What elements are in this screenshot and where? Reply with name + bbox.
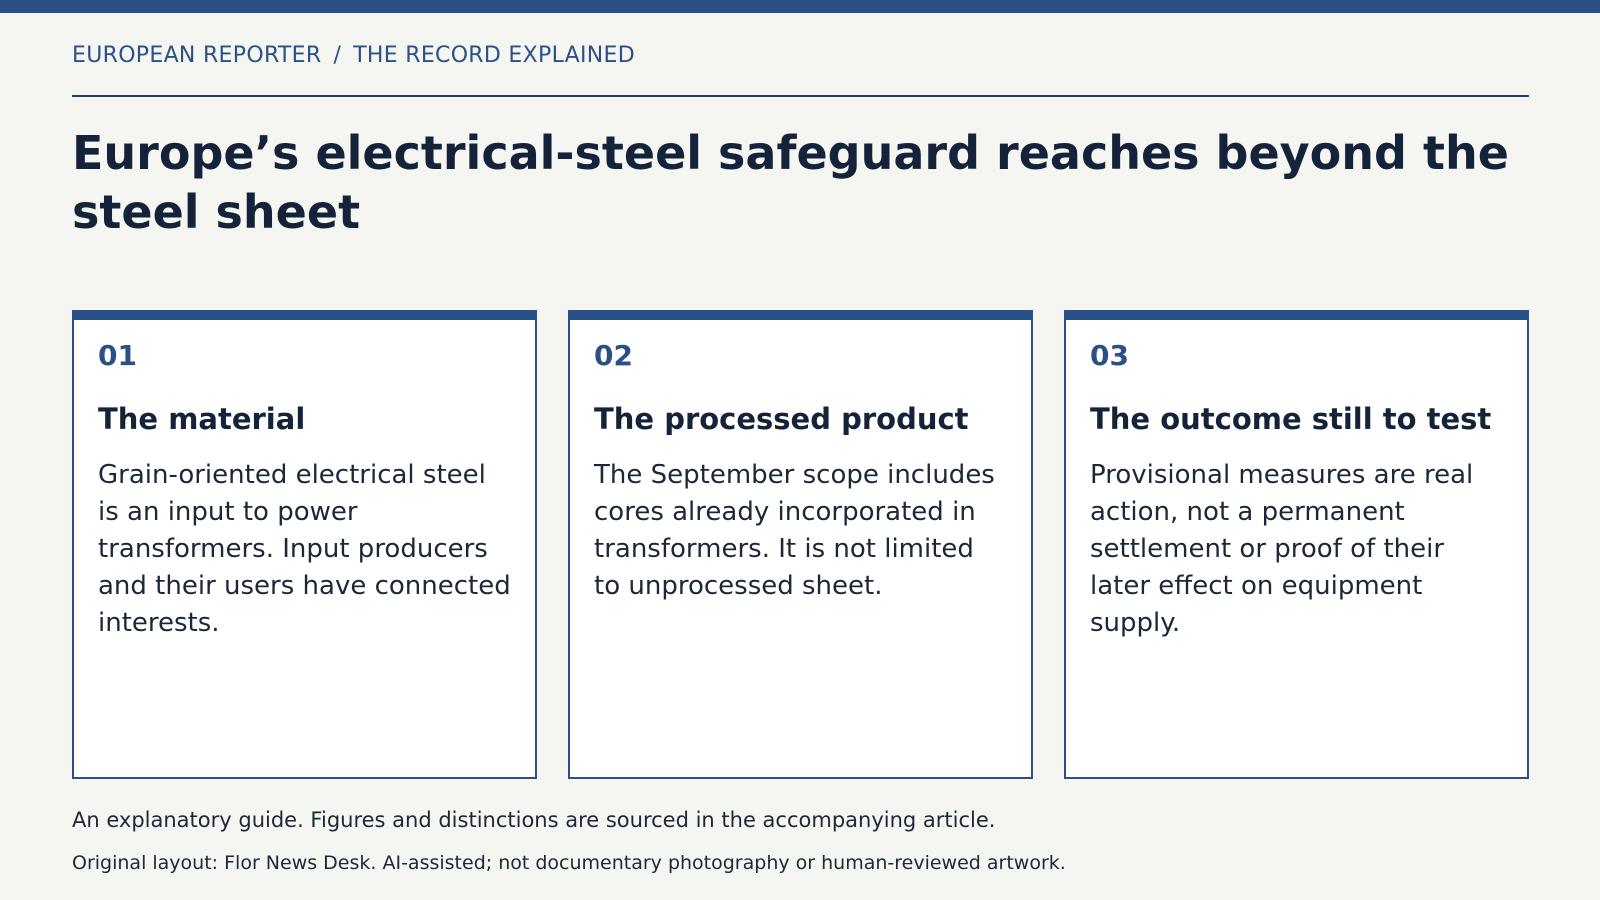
section-name: THE RECORD EXPLAINED <box>353 43 635 68</box>
card-title: The processed product <box>594 402 969 436</box>
header-divider <box>72 95 1529 97</box>
card-processed-product <box>568 310 1033 779</box>
card-outcome <box>1064 310 1529 779</box>
page-title: Europe’s electrical-steel safeguard reaches beyond the steel sheet <box>72 126 1509 239</box>
explainer-cards <box>72 310 1529 779</box>
breadcrumb-separator: / <box>333 43 342 68</box>
card-title: The material <box>98 402 306 436</box>
card-number: 03 <box>1090 339 1129 372</box>
top-accent-bar <box>0 0 1600 13</box>
card-material <box>72 310 537 779</box>
breadcrumb <box>72 43 635 68</box>
publication-name: EUROPEAN REPORTER <box>72 43 322 68</box>
card-body: Grain-oriented electrical steel is an input to power transformers. Input producers and their users have connected interests. <box>98 460 511 638</box>
footnote: An explanatory guide. Figures and distinctions are sourced in the accompanying article. <box>72 808 996 832</box>
card-number: 02 <box>594 339 633 372</box>
credit-line: Original layout: Flor News Desk. AI-assisted; not documentary photography or human-reviewed artwork. <box>72 852 1066 874</box>
card-body: Provisional measures are real action, not a permanent settlement or proof of their later effect on equipment supply. <box>1090 460 1474 638</box>
card-body: The September scope includes cores already incorporated in transformers. It is not limited to unprocessed sheet. <box>594 460 995 601</box>
card-title: The outcome still to test <box>1090 402 1492 436</box>
card-number: 01 <box>98 339 137 372</box>
